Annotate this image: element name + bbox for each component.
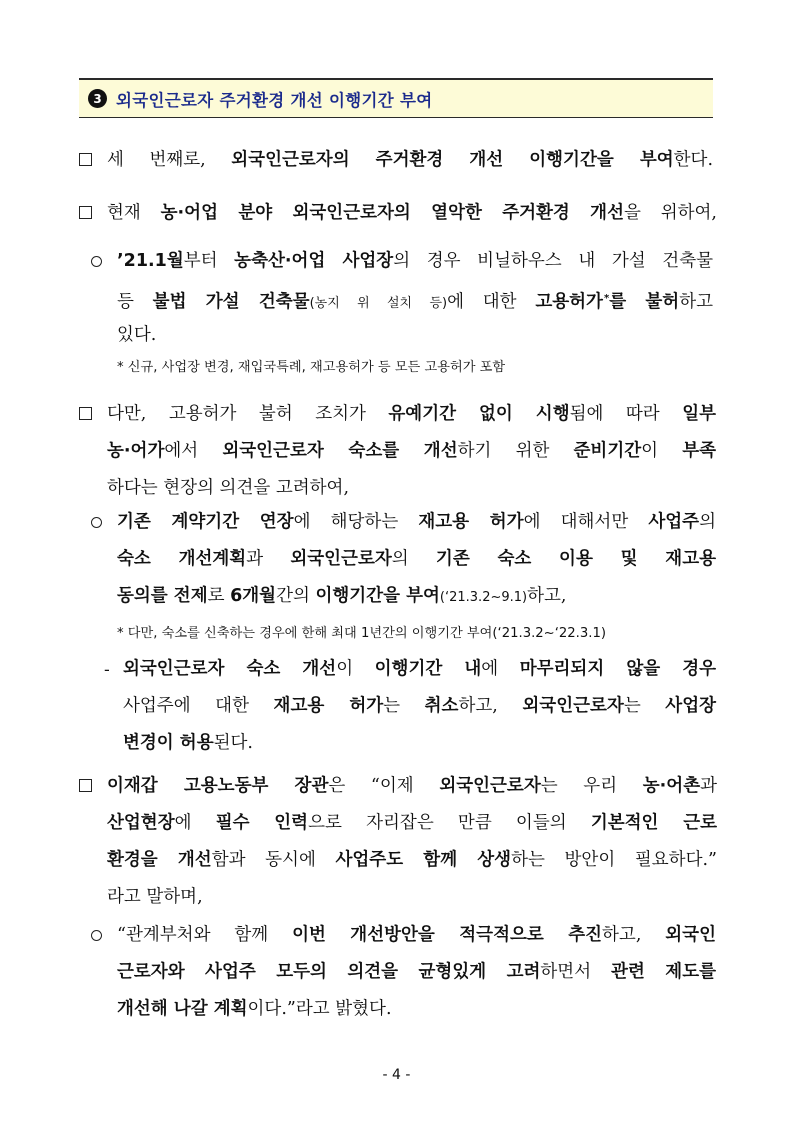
checkbox-bullet [79, 153, 92, 166]
paragraph-3: ’21.1월부터 농축산·어업 사업장의 경우 비닐하우스 내 가설 건축물 등 불법 가설 건축물(농지 위 설치 등)에 대한 고용허가*를 불허하고 있다. [117, 251, 714, 345]
circle-bullet [91, 256, 102, 267]
footnote-2: * 다만, 숙소를 신축하는 경우에 한해 최대 1년간의 이행기간 부여(‘21.3.2~‘22.3.1) [117, 626, 606, 641]
dash-bullet: - [104, 660, 110, 680]
checkbox-bullet [79, 206, 92, 219]
paragraph-7: 이재갑 고용노동부 장관은 “이제 외국인근로자는 우리 농·어촌과 산업현장에 필수 인력으로 자리잡은 만큼 이들의 기본적인 근로 환경을 개선함과 동시에 사업주도 함께 상생하는 방안이 필요하다.” 라고 말하며, [107, 776, 718, 907]
circle-bullet [91, 930, 102, 941]
paragraph-2: 현재 농·어업 분야 외국인근로자의 열악한 주거환경 개선을 위하여, [107, 203, 717, 223]
paragraph-4: 다만, 고용허가 불허 조치가 유예기간 없이 시행됨에 따라 일부 농·어가에서 외국인근로자 숙소를 개선하기 위한 준비기간이 부족 하다는 현장의 의견을 고려하여, [107, 404, 717, 498]
checkbox-bullet [79, 407, 92, 420]
section-title: 외국인근로자 주거환경 개선 이행기간 부여 [116, 90, 433, 110]
footnote-1: * 신규, 사업장 변경, 재입국특례, 재고용허가 등 모든 고용허가 포함 [117, 360, 506, 375]
paragraph-6: 외국인근로자 숙소 개선이 이행기간 내에 마무리되지 않을 경우 사업주에 대한 재고용 허가는 취소하고, 외국인근로자는 사업장 변경이 허용된다. [123, 659, 717, 753]
paragraph-8: “관계부처와 함께 이번 개선방안을 적극적으로 추진하고, 외국인 근로자와 사업주 모두의 의견을 균형있게 고려하면서 관련 제도를 개선해 나갈 계획이다.”라고 밝혔다. [117, 925, 717, 1019]
section-number-badge: 3 [88, 89, 107, 108]
circle-bullet [91, 517, 102, 528]
section-header [79, 78, 713, 118]
checkbox-bullet [79, 779, 92, 792]
paragraph-5: 기존 계약기간 연장에 해당하는 재고용 허가에 대해서만 사업주의 숙소 개선계획과 외국인근로자의 기존 숙소 이용 및 재고용 동의를 전제로 6개월간의 이행기간을 부여(‘21.3.2~9.1)하고, [117, 512, 717, 606]
page-number: - 4 - [382, 1067, 411, 1083]
paragraph-1: 세 번째로, 외국인근로자의 주거환경 개선 이행기간을 부여한다. [107, 150, 714, 170]
